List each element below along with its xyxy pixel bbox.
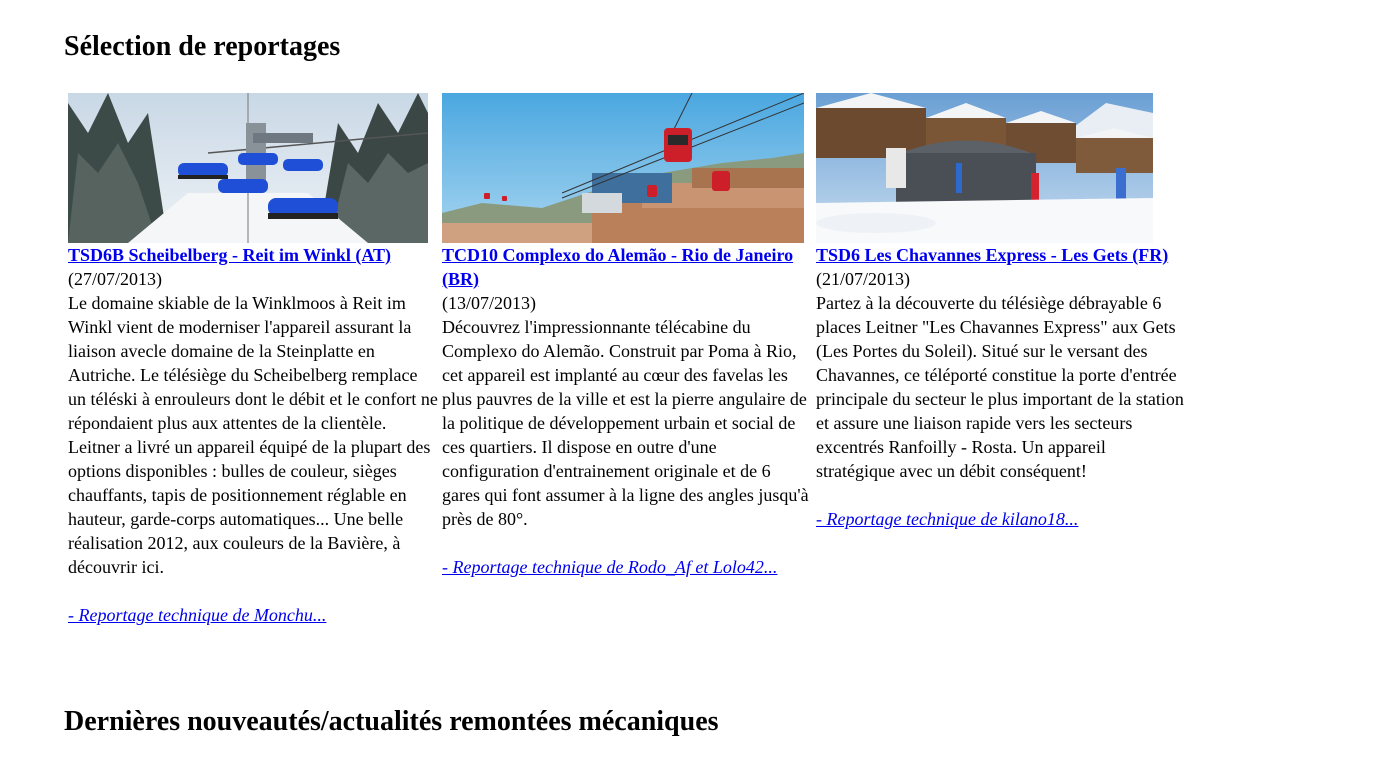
report-date: (21/07/2013) <box>816 269 910 289</box>
chairlift-photo-icon[interactable] <box>68 93 428 243</box>
report-title-link[interactable]: TCD10 Complexo do Alemão - Rio de Janeiro (BR) <box>442 245 794 289</box>
report-more-link[interactable]: - Reportage technique de Rodo_Af et Lolo42... <box>442 557 778 577</box>
ski-station-photo-icon[interactable] <box>816 93 1153 243</box>
report-title-link[interactable]: TSD6B Scheibelberg - Reit im Winkl (AT) <box>68 245 392 265</box>
report-more-link[interactable]: - Reportage technique de kilano18... <box>816 509 1079 529</box>
report-date: (27/07/2013) <box>68 269 162 289</box>
report-title-link[interactable]: TSD6 Les Chavannes Express - Les Gets (FR) <box>816 245 1169 265</box>
report-description: Le domaine skiable de la Winklmoos à Reit im Winkl vient de moderniser l'appareil assurant la liaison avecle domaine de la Steinplatte en Autriche. Le télésiège du Scheibelberg remplace un téléski à enrouleurs dont le débit et le confort ne répondaient plus aux attentes de la clientèle. Leitner a livré un appareil équipé de la plupart des options disponibles : bulles de couleur, sièges chauffants, tapis de positionnement réglable en hauteur, garde-corps automatiques... Une belle réalisation 2012, aux couleurs de la Bavière, à découvrir ici. <box>68 293 438 577</box>
report-description: Partez à la découverte du télésiège débrayable 6 places Leitner "Les Chavannes Express" aux Gets (Les Portes du Soleil). Situé sur le versant des Chavannes, ce téléporté constitue la porte d'entrée principale du secteur le plus important de la station et assure une liaison rapide vers les secteurs excentrés Ranfoilly - Rosta. Un appareil stratégique avec un débit conséquent! <box>816 293 1184 481</box>
report-card <box>816 93 1188 531</box>
report-card <box>68 93 438 627</box>
report-description: Découvrez l'impressionnante télécabine du Complexo do Alemão. Construit par Poma à Rio, cet appareil est implanté au cœur des favelas les plus pauvres de la ville et est la pierre angulaire de la politique de développement urbain et social de ces quartiers. Il dispose en outre d'une configuration d'entrainement originale et de 6 gares qui font assumer à la ligne des angles jusqu'à près de 80°. <box>442 317 809 529</box>
section-title-selection: Sélection de reportages <box>64 31 341 62</box>
report-date: (13/07/2013) <box>442 293 536 313</box>
section-title-news: Dernières nouveautés/actualités remontées mécaniques <box>64 706 719 737</box>
gondola-photo-icon[interactable] <box>442 93 804 243</box>
report-more-link[interactable]: - Reportage technique de Monchu... <box>68 605 327 625</box>
report-card <box>442 93 812 579</box>
